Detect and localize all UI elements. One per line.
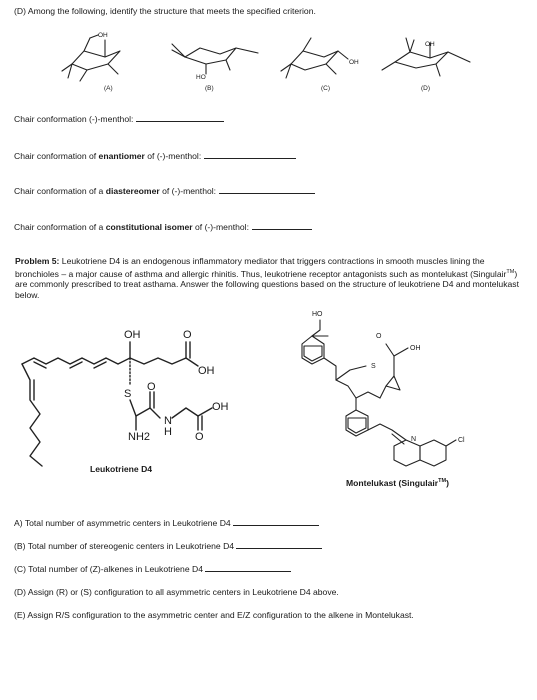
structure-c-label: (C) (321, 85, 331, 92)
leukotriene-oh-acid: OH (198, 365, 215, 377)
leukotriene-oh-gly: OH (212, 401, 229, 413)
question-enantiomer: Chair conformation of enantiomer of (-)-menthol: (14, 150, 296, 162)
structure-c-oh: OH (349, 59, 359, 66)
montelukast-oh: OH (410, 345, 421, 352)
structure-b-ho: HO (196, 74, 206, 81)
montelukast-o: O (376, 333, 382, 340)
structure-d-label: (D) (421, 85, 431, 92)
montelukast-structure (290, 300, 530, 500)
question-menthol: Chair conformation (-)-menthol: (14, 113, 224, 125)
answer-blank[interactable] (136, 113, 224, 122)
answer-blank[interactable] (233, 517, 319, 526)
structure-a-oh: OH (98, 32, 108, 39)
leukotriene-o-amide: O (147, 381, 156, 393)
structure-a-label: (A) (104, 85, 113, 92)
question-diastereomer: Chair conformation of a diastereomer of (-)-menthol: (14, 185, 315, 197)
answer-blank[interactable] (204, 150, 296, 159)
answer-blank[interactable] (252, 221, 312, 230)
leukotriene-h: H (164, 426, 172, 438)
answer-blank[interactable] (219, 185, 315, 194)
part-d-heading: (D) Among the following, identify the structure that meets the specified criterion. (14, 6, 316, 16)
leukotriene-o-acid: O (183, 329, 192, 341)
answer-blank[interactable] (236, 540, 322, 549)
leukotriene-nh2: NH2 (128, 431, 151, 443)
leukotriene-n: N (164, 415, 172, 427)
answer-blank[interactable] (205, 563, 291, 572)
problem-5-label: Problem 5: (15, 256, 60, 266)
montelukast-name: Montelukast (Singulair™) (346, 478, 449, 488)
question-5c: (C) Total number of (Z)-alkenes in Leukotriene D4 (14, 563, 291, 575)
menthol-chair-structures (0, 24, 537, 96)
structure-d (382, 38, 470, 92)
leukotriene-s: S (124, 388, 132, 400)
montelukast-cl: Cl (458, 437, 465, 444)
leukotriene-o-gly: O (195, 431, 204, 443)
leukotriene-d4-structure (0, 300, 270, 485)
montelukast-n: N (411, 436, 417, 443)
structure-d-oh: OH (425, 41, 435, 48)
question-5b: (B) Total number of stereogenic centers in Leukotriene D4 (14, 540, 322, 552)
problem-5-text: Problem 5: Leukotriene D4 is an endogenous inflammatory mediator that triggers contractions in smooth muscles lining the bronchioles – a major cause of asthma and allergic rhinitis. Thus, leukotriene receptor antagonists such as montelukast (Singulair™) are commonly prescribed to treat asthama. Answer the following questions based on the structure of leukotriene D4 and montelukast below. (15, 256, 519, 300)
question-5d: (D) Assign (R) or (S) configuration to all asymmetric centers in Leukotriene D4 above. (14, 587, 339, 597)
montelukast-ho: HO (312, 311, 323, 318)
leukotriene-oh-top: OH (124, 329, 141, 341)
structure-c (281, 38, 359, 92)
structure-b-label: (B) (205, 85, 214, 92)
question-5e: (E) Assign R/S configuration to the asymmetric center and E/Z configuration to the alkene in Montelukast. (14, 610, 414, 620)
montelukast-s: S (371, 363, 376, 370)
question-5a: A) Total number of asymmetric centers in Leukotriene D4 (14, 517, 319, 529)
structure-b (172, 44, 258, 92)
question-constitutional-isomer: Chair conformation of a constitutional isomer of (-)-menthol: (14, 221, 312, 233)
leukotriene-name: Leukotriene D4 (90, 464, 153, 474)
structure-a (62, 32, 120, 92)
